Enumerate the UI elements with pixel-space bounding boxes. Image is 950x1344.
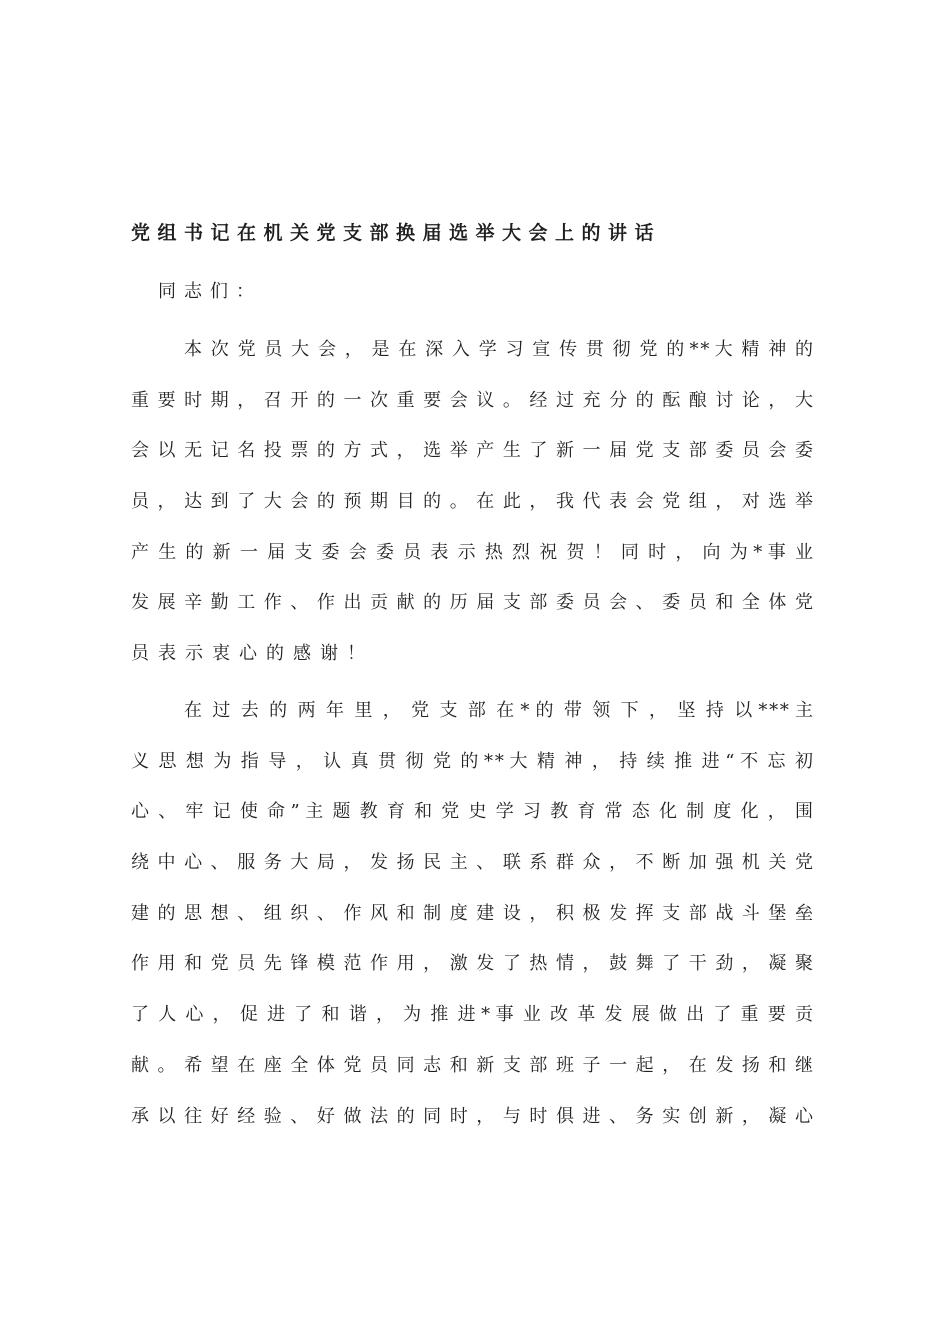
paragraph-line: 建 的 思 想 、 组 织 、 作 风 和 制 度 建 设 ， 积 极 发 挥 支 部 战 斗 堡 垒 — [131, 902, 813, 924]
salutation: 同志们： — [158, 281, 262, 302]
paragraph-line: 义 思 想 为 指 导 ， 认 真 贯 彻 党 的 * * 大 精 神 ， 持 续 推 进 “ 不 忘 初 — [131, 750, 813, 772]
paragraph-2 — [131, 686, 813, 1142]
paragraph-line: 心 、 牢 记 使 命 ” 主 题 教 育 和 党 史 学 习 教 育 常 态 化 制 度 化 ， 围 — [131, 801, 813, 823]
paragraph-line: 重 要 时 期 ， 召 开 的 一 次 重 要 会 议 。 经 过 充 分 的 酝 酿 讨 论 ， 大 — [131, 389, 813, 411]
paragraph-line: 员表示衷心的感谢！ — [131, 643, 374, 665]
paragraph-1 — [131, 325, 813, 680]
paragraph-line: 了 人 心 ， 促 进 了 和 谐 ， 为 推 进 * 事 业 改 革 发 展 做 出 了 重 要 贡 — [131, 1004, 813, 1026]
paragraph-line: 员 ， 达 到 了 大 会 的 预 期 目 的 。 在 此 ， 我 代 表 会 党 组 ， 对 选 举 — [131, 491, 813, 513]
paragraph-line: 绕 中 心 、 服 务 大 局 ， 发 扬 民 主 、 联 系 群 众 ， 不 断 加 强 机 关 党 — [131, 852, 813, 874]
paragraph-line: 献 。 希 望 在 座 全 体 党 员 同 志 和 新 支 部 班 子 一 起 ， 在 发 扬 和 继 — [131, 1054, 813, 1076]
paragraph-line: 在 过 去 的 两 年 里 ， 党 支 部 在 * 的 带 领 下 ， 坚 持 以 * * * 主 — [184, 700, 813, 721]
document-title: 党组书记在机关党支部换届选举大会上的讲话 — [131, 222, 662, 244]
paragraph-line: 发 展 辛 勤 工 作 、 作 出 贡 献 的 历 届 支 部 委 员 会 、 委 员 和 全 体 党 — [131, 592, 813, 614]
paragraph-line: 会 以 无 记 名 投 票 的 方 式 ， 选 举 产 生 了 新 一 届 党 支 部 委 员 会 委 — [131, 440, 813, 462]
paragraph-line: 本 次 党 员 大 会 ， 是 在 深 入 学 习 宣 传 贯 彻 党 的 * * 大 精 神 的 — [184, 339, 813, 360]
paragraph-line: 承 以 往 好 经 验 、 好 做 法 的 同 时 ， 与 时 俱 进 、 务 实 创 新 ， 凝 心 — [131, 1105, 813, 1127]
paragraph-line: 作 用 和 党 员 先 锋 模 范 作 用 ， 激 发 了 热 情 ， 鼓 舞 了 干 劲 ， 凝 聚 — [131, 953, 813, 975]
paragraph-line: 产 生 的 新 一 届 支 委 会 委 员 表 示 热 烈 祝 贺 ！ 同 时 ， 向 为 * 事 业 — [131, 541, 813, 563]
